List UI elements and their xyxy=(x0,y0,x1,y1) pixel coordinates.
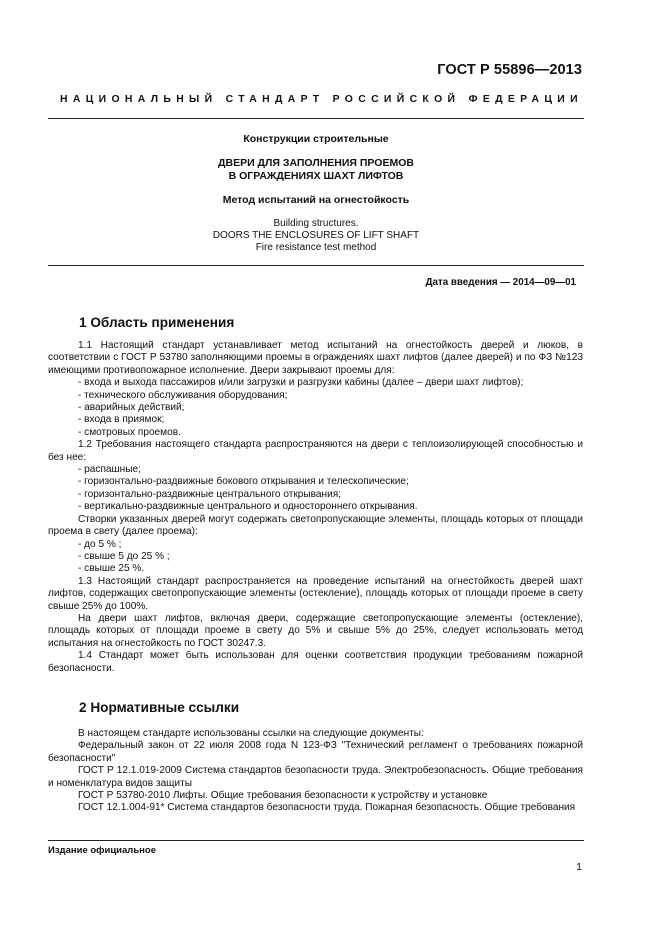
main-title-line-2: В ОГРАЖДЕНИЯХ ШАХТ ЛИФТОВ xyxy=(228,170,404,182)
section-1-body xyxy=(48,340,583,675)
paragraph: На двери шахт лифтов, включая двери, содержащие светопропускающие элементы (остекление), площадь которых от площади проеме в свету до 5% и свыше 5% до 25%, следует использовать метод испытания на огнестойкость по ГОСТ 30247.3. xyxy=(48,612,583,649)
list-item: - распашные; xyxy=(78,464,141,476)
list-item: - свыше 25 %. xyxy=(78,563,145,575)
reference-item: Федеральный закон от 22 июля 2008 года N 123-ФЗ "Технический регламент о требованиях пожарной безопасности" xyxy=(48,740,583,764)
list-item: - свыше 5 до 25 % ; xyxy=(78,550,170,562)
page-number: 1 xyxy=(576,861,582,873)
reference-item: ГОСТ Р 53780-2010 Лифты. Общие требования безопасности к устройству и установке xyxy=(78,790,488,802)
method-title: Метод испытаний на огнестойкость xyxy=(222,194,410,206)
list-item: - аварийных действий; xyxy=(78,402,185,414)
paragraph: Створки указанных дверей могут содержать светопропускающие элементы, площадь которых от площади проема в свету (далее проема): xyxy=(48,513,583,538)
english-title-line-2: DOORS THE ENCLOSURES OF LIFT SHAFT xyxy=(212,230,420,241)
category-title: Конструкции строительные xyxy=(243,133,389,145)
english-title-line-3: Fire resistance test method xyxy=(255,242,377,253)
section-1-heading: 1 Область применения xyxy=(79,315,235,330)
list-item: - до 5 % ; xyxy=(78,538,122,550)
standard-title: НАЦИОНАЛЬНЫЙ СТАНДАРТ РОССИЙСКОЙ ФЕДЕРАЦИИ xyxy=(60,94,583,105)
title-divider xyxy=(48,265,584,266)
list-item: - горизонтально-раздвижные бокового открывания и телескопические; xyxy=(78,476,409,488)
reference-item: ГОСТ Р 12.1.019-2009 Система стандартов безопасности труда. Электробезопасность. Общие требования и номенклатура видов защиты xyxy=(48,765,583,789)
paragraph: 1.2 Требования настоящего стандарта распространяются на двери с теплоизолирующей способностью и без нее: xyxy=(48,439,583,463)
list-item: - вертикально-раздвижные центрального и одностороннего открывания. xyxy=(78,501,418,513)
english-title-line-1: Building structures. xyxy=(273,218,359,229)
paragraph: 1.1 Настоящий стандарт устанавливает метод испытаний на огнестойкость дверей и люков, в соответствии с ГОСТ Р 53780 заполняющими проемы в ограждениях шахт лифтов (далее дверей) и по ФЗ №123 имеющими противопожарное исполнение. Двери закрывают проемы для: xyxy=(48,340,583,376)
introduction-date: Дата введения — 2014—09—01 xyxy=(425,277,576,288)
edition-note: Издание официальное xyxy=(48,845,156,856)
section-2-heading: 2 Нормативные ссылки xyxy=(79,700,240,715)
list-item: - горизонтально-раздвижные центрального открывания; xyxy=(78,488,341,500)
list-item: - смотровых проемов. xyxy=(78,426,181,438)
paragraph: В настоящем стандарте использованы ссылки на следующие документы: xyxy=(78,728,424,739)
main-title-line-1: ДВЕРИ ДЛЯ ЗАПОЛНЕНИЯ ПРОЕМОВ xyxy=(218,157,414,169)
list-item: - технического обслуживания оборудования; xyxy=(78,389,288,401)
section-2-body xyxy=(48,728,583,815)
paragraph: 1.4 Стандарт может быть использован для оценки соответствия продукции требованиям пожарной безопасности. xyxy=(48,650,583,674)
list-item: - входа в приямок; xyxy=(78,414,165,426)
list-item: - входа и выхода пассажиров и/или загрузки и разгрузки кабины (далее – двери шахт лифтов); xyxy=(78,377,524,389)
footer-divider xyxy=(48,840,584,841)
reference-item: ГОСТ 12.1.004-91* Система стандартов безопасности труда. Пожарная безопасность. Общие требования xyxy=(78,802,576,814)
document-id: ГОСТ Р 55896—2013 xyxy=(437,62,582,78)
paragraph: 1.3 Настоящий стандарт распространяется на проведение испытаний на огнестойкость дверей шахт лифтов, содержащих светопропускающие элементы (остекление), площадь которых от площади проеме в свету свыше 25% до 100%. xyxy=(48,575,583,612)
top-divider xyxy=(48,118,584,119)
